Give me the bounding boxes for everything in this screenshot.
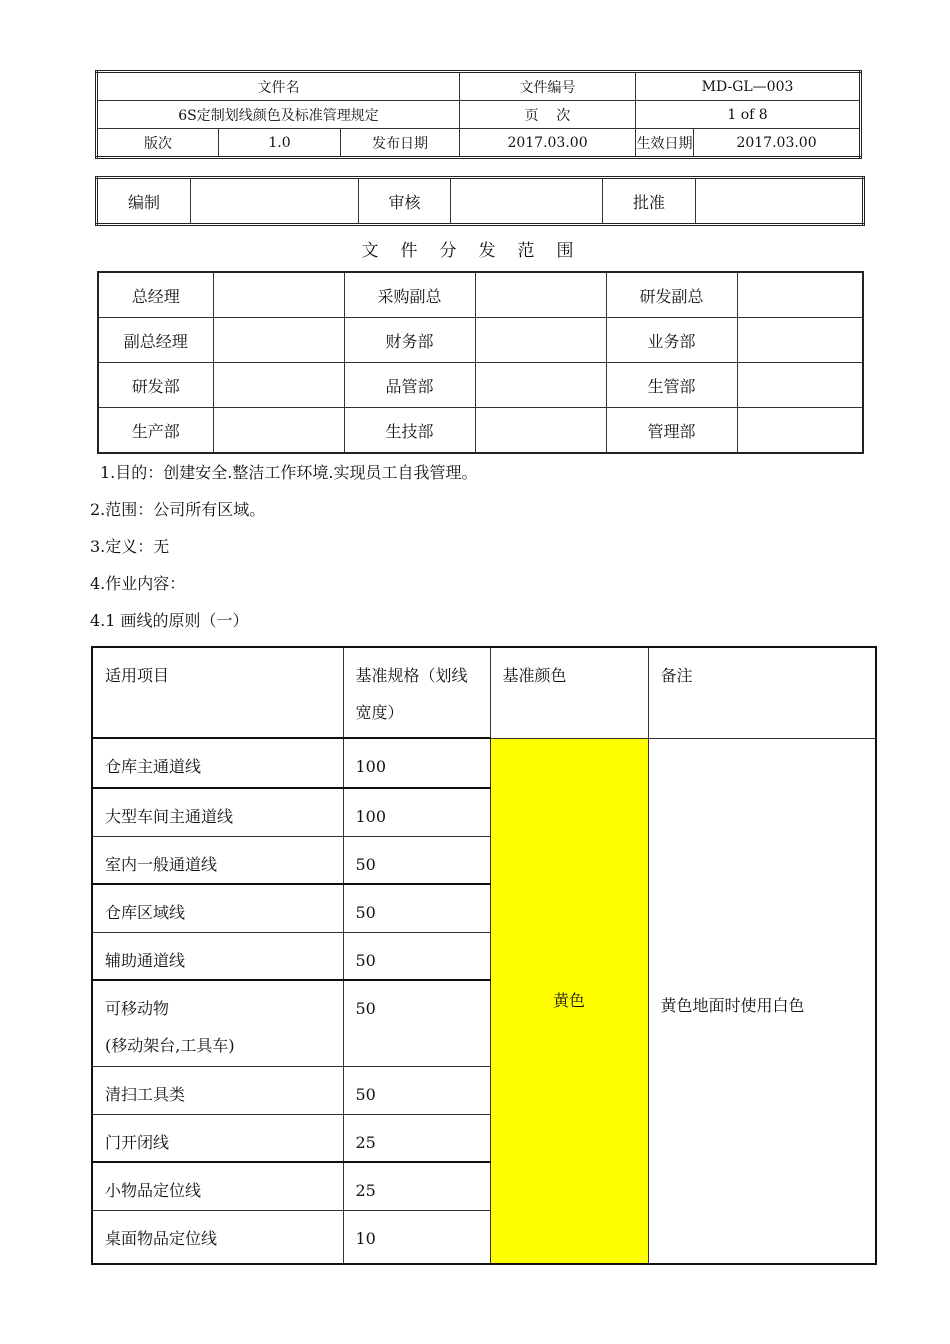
document-header-table xyxy=(95,70,862,159)
line-color-standard-table xyxy=(91,646,877,1265)
signoff-table xyxy=(95,176,865,226)
row-spec: 10 xyxy=(343,1210,490,1264)
effective-date-value: 2017.03.00 xyxy=(694,129,861,158)
row-item-main: 可移动物 xyxy=(105,999,170,1018)
header-spec: 基准规格（划线宽度） xyxy=(343,647,490,738)
row-item: 大型车间主通道线 xyxy=(92,788,343,836)
distribution-row xyxy=(98,408,863,454)
distribution-dept: 副总经理 xyxy=(98,318,213,363)
distribution-check xyxy=(737,318,863,363)
color-swatch-yellow: 黄色 xyxy=(490,738,648,1264)
distribution-dept: 生管部 xyxy=(606,363,737,408)
distribution-row xyxy=(98,318,863,363)
page-label: 页 次 xyxy=(460,101,636,129)
prepared-by-label: 编制 xyxy=(97,178,191,225)
header-item: 适用项目 xyxy=(92,647,343,738)
row-spec: 50 xyxy=(343,932,490,980)
row-item-sub: (移动架台,工具车) xyxy=(105,1036,235,1055)
row-spec: 50 xyxy=(343,980,490,1066)
distribution-check xyxy=(737,408,863,454)
distribution-dept: 研发副总 xyxy=(606,272,737,318)
row-item: 小物品定位线 xyxy=(92,1162,343,1210)
distribution-dept: 生产部 xyxy=(98,408,213,454)
distribution-dept: 总经理 xyxy=(98,272,213,318)
row-item: 桌面物品定位线 xyxy=(92,1210,343,1264)
file-number-label: 文件编号 xyxy=(460,72,636,101)
approved-by-field xyxy=(696,178,864,225)
distribution-check xyxy=(213,272,344,318)
header-color: 基准颜色 xyxy=(490,647,648,738)
row-item: 仓库区域线 xyxy=(92,884,343,932)
document-title: 6S定制划线颜色及标准管理规定 xyxy=(97,101,460,129)
publish-date-label: 发布日期 xyxy=(341,129,460,158)
row-item: 清扫工具类 xyxy=(92,1066,343,1114)
row-spec: 25 xyxy=(343,1162,490,1210)
row-item: 室内一般通道线 xyxy=(92,836,343,884)
distribution-dept: 研发部 xyxy=(98,363,213,408)
distribution-check xyxy=(475,272,606,318)
prepared-by-field xyxy=(191,178,359,225)
publish-date-value: 2017.03.00 xyxy=(460,129,636,158)
section-scope: 2.范围：公司所有区域。 xyxy=(90,500,266,519)
row-spec: 50 xyxy=(343,836,490,884)
row-item: 门开闭线 xyxy=(92,1114,343,1162)
table-header-row xyxy=(92,647,876,738)
distribution-title: 文件分发范围 xyxy=(361,241,596,261)
row-spec: 50 xyxy=(343,884,490,932)
distribution-dept: 管理部 xyxy=(606,408,737,454)
header-note: 备注 xyxy=(648,647,876,738)
row-spec: 100 xyxy=(343,738,490,788)
distribution-dept: 品管部 xyxy=(344,363,475,408)
distribution-check xyxy=(213,408,344,454)
file-number-value: MD-GL—003 xyxy=(636,72,861,101)
reviewed-by-field xyxy=(451,178,603,225)
section-purpose: 1.目的：创建安全.整洁工作环境.实现员工自我管理。 xyxy=(100,463,478,482)
row-spec: 100 xyxy=(343,788,490,836)
distribution-dept: 财务部 xyxy=(344,318,475,363)
distribution-check xyxy=(213,363,344,408)
version-value: 1.0 xyxy=(219,129,341,158)
page-value: 1 of 8 xyxy=(636,101,861,129)
row-spec: 50 xyxy=(343,1066,490,1114)
file-name-label: 文件名 xyxy=(97,72,460,101)
row-item xyxy=(92,980,343,1066)
section-definition: 3.定义：无 xyxy=(90,537,170,556)
distribution-dept: 采购副总 xyxy=(344,272,475,318)
distribution-row xyxy=(98,363,863,408)
approved-by-label: 批准 xyxy=(603,178,696,225)
row-item: 辅助通道线 xyxy=(92,932,343,980)
distribution-check xyxy=(475,318,606,363)
table-row xyxy=(92,738,876,788)
distribution-dept: 生技部 xyxy=(344,408,475,454)
distribution-check xyxy=(475,363,606,408)
distribution-row xyxy=(98,272,863,318)
distribution-check xyxy=(475,408,606,454)
row-item: 仓库主通道线 xyxy=(92,738,343,788)
distribution-check xyxy=(737,363,863,408)
section-content: 4.作业内容： xyxy=(90,574,186,593)
effective-date-label: 生效日期 xyxy=(636,129,694,158)
distribution-table xyxy=(97,271,864,454)
version-label: 版次 xyxy=(97,129,219,158)
section-principle: 4.1 画线的原则（一） xyxy=(90,611,249,630)
note-cell: 黄色地面时使用白色 xyxy=(648,738,876,1264)
distribution-dept: 业务部 xyxy=(606,318,737,363)
distribution-check xyxy=(213,318,344,363)
distribution-check xyxy=(737,272,863,318)
reviewed-by-label: 审核 xyxy=(359,178,451,225)
row-spec: 25 xyxy=(343,1114,490,1162)
